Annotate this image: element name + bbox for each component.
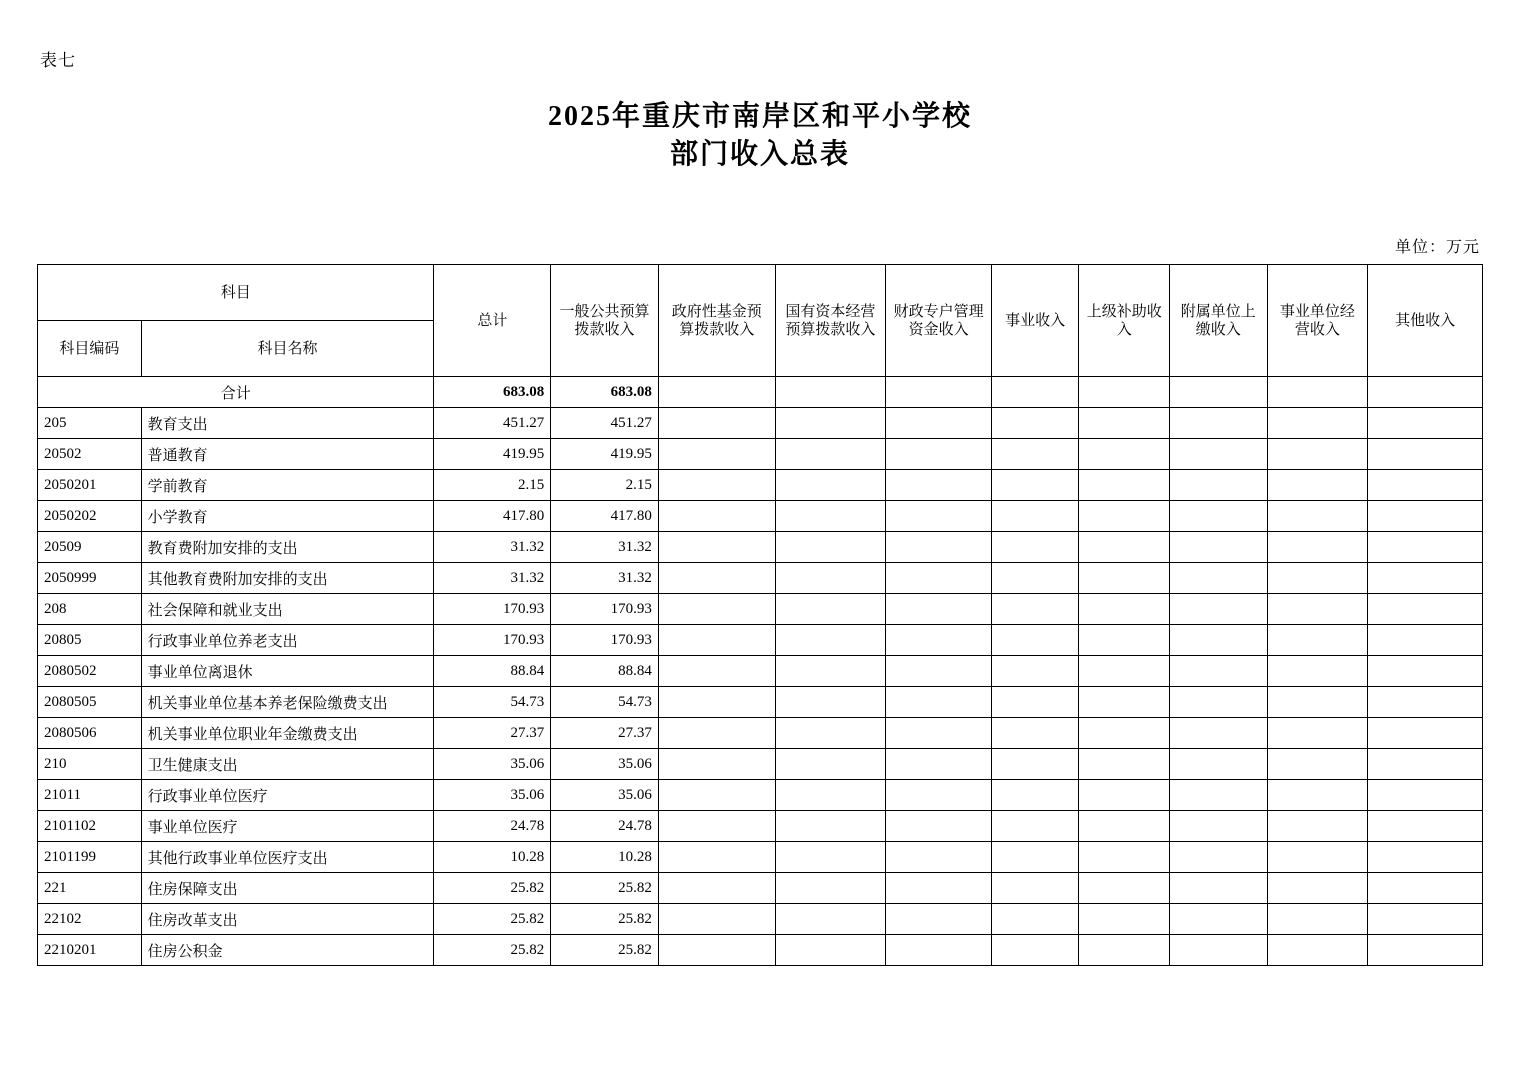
cell-gov-fund (658, 439, 775, 470)
cell-state-capital (775, 842, 886, 873)
cell-total: 417.80 (434, 501, 551, 532)
cell-subordinate-payment (1170, 594, 1268, 625)
cell-business-operating (1267, 842, 1368, 873)
cell-subordinate-payment (1170, 811, 1268, 842)
cell-business-operating (1267, 439, 1368, 470)
cell-subject-name: 事业单位医疗 (141, 811, 434, 842)
cell-gov-fund (658, 842, 775, 873)
cell-business-operating (1267, 749, 1368, 780)
table-row (38, 470, 1483, 501)
cell-subject-code: 20509 (38, 532, 142, 563)
cell-special-account (886, 811, 992, 842)
cell-general-budget: 88.84 (551, 656, 659, 687)
header-total: 总计 (434, 265, 551, 377)
table-row (38, 873, 1483, 904)
table-row (38, 811, 1483, 842)
cell-subject-code: 2050999 (38, 563, 142, 594)
cell-special-account (886, 408, 992, 439)
cell-gov-fund (658, 749, 775, 780)
header-subject-group: 科目 (38, 265, 434, 321)
cell-general-budget: 170.93 (551, 594, 659, 625)
cell-subject-name: 行政事业单位养老支出 (141, 625, 434, 656)
cell-business-income (991, 439, 1079, 470)
cell-special-account (886, 904, 992, 935)
cell-business-operating (1267, 625, 1368, 656)
cell-business-operating (1267, 935, 1368, 966)
cell-gov-fund (658, 780, 775, 811)
cell-special-account (886, 842, 992, 873)
header-state-capital: 国有资本经营预算拨款收入 (775, 265, 886, 377)
table-body (38, 377, 1483, 966)
cell-subject-code: 2050202 (38, 501, 142, 532)
cell-subject-name: 住房改革支出 (141, 904, 434, 935)
income-summary-table (37, 264, 1483, 966)
cell-superior-subsidy (1079, 501, 1170, 532)
cell-superior-subsidy (1079, 718, 1170, 749)
cell-gov-fund (658, 563, 775, 594)
table-row (38, 656, 1483, 687)
cell-subject-code: 221 (38, 873, 142, 904)
cell-state-capital (775, 935, 886, 966)
cell-general-budget: 24.78 (551, 811, 659, 842)
cell-gov-fund (658, 532, 775, 563)
cell-special-account (886, 656, 992, 687)
cell-special-account (886, 594, 992, 625)
header-business-operating: 事业单位经营收入 (1267, 265, 1368, 377)
cell-total: 170.93 (434, 625, 551, 656)
cell-subject-name: 住房保障支出 (141, 873, 434, 904)
cell-business-operating (1267, 904, 1368, 935)
cell-other-income (1368, 873, 1483, 904)
cell-subordinate-payment (1170, 532, 1268, 563)
cell-subject-name: 其他行政事业单位医疗支出 (141, 842, 434, 873)
cell-subject-code: 210 (38, 749, 142, 780)
cell-subject-code: 2101199 (38, 842, 142, 873)
cell-general-budget: 25.82 (551, 904, 659, 935)
cell-business-operating (1267, 687, 1368, 718)
cell-business-income (991, 873, 1079, 904)
cell-gov-fund (658, 904, 775, 935)
cell-total: 451.27 (434, 408, 551, 439)
cell-other-income (1368, 408, 1483, 439)
cell-superior-subsidy (1079, 470, 1170, 501)
cell-general-budget: 31.32 (551, 563, 659, 594)
cell-other-income (1368, 780, 1483, 811)
cell-superior-subsidy (1079, 935, 1170, 966)
cell-subordinate-payment (1170, 501, 1268, 532)
cell-subject-code: 21011 (38, 780, 142, 811)
cell-business-operating (1267, 811, 1368, 842)
table-row-total (38, 377, 1483, 408)
table-row (38, 687, 1483, 718)
cell-business-operating (1267, 656, 1368, 687)
cell-other-income (1368, 377, 1483, 408)
cell-gov-fund (658, 656, 775, 687)
cell-superior-subsidy (1079, 377, 1170, 408)
title-line-2: 部门收入总表 (669, 138, 850, 170)
cell-state-capital (775, 501, 886, 532)
header-superior-subsidy: 上级补助收入 (1079, 265, 1170, 377)
cell-special-account (886, 377, 992, 408)
cell-business-income (991, 811, 1079, 842)
cell-general-budget: 25.82 (551, 873, 659, 904)
cell-special-account (886, 439, 992, 470)
cell-business-operating (1267, 563, 1368, 594)
cell-business-income (991, 532, 1079, 563)
table-row (38, 408, 1483, 439)
cell-other-income (1368, 904, 1483, 935)
cell-subject-code: 22102 (38, 904, 142, 935)
cell-subordinate-payment (1170, 873, 1268, 904)
cell-gov-fund (658, 377, 775, 408)
header-other-income: 其他收入 (1368, 265, 1483, 377)
cell-total: 25.82 (434, 935, 551, 966)
cell-gov-fund (658, 873, 775, 904)
cell-total: 35.06 (434, 780, 551, 811)
cell-general-budget: 417.80 (551, 501, 659, 532)
cell-subject-name: 小学教育 (141, 501, 434, 532)
cell-business-income (991, 780, 1079, 811)
cell-special-account (886, 687, 992, 718)
cell-subject-name: 机关事业单位职业年金缴费支出 (141, 718, 434, 749)
cell-other-income (1368, 656, 1483, 687)
header-gov-fund: 政府性基金预算拨款收入 (658, 265, 775, 377)
cell-general-budget: 54.73 (551, 687, 659, 718)
cell-total: 170.93 (434, 594, 551, 625)
cell-general-budget: 25.82 (551, 935, 659, 966)
cell-general-budget: 451.27 (551, 408, 659, 439)
cell-state-capital (775, 656, 886, 687)
cell-subordinate-payment (1170, 904, 1268, 935)
cell-subject-code: 205 (38, 408, 142, 439)
cell-special-account (886, 470, 992, 501)
cell-subordinate-payment (1170, 470, 1268, 501)
table-row (38, 532, 1483, 563)
cell-gov-fund (658, 470, 775, 501)
cell-state-capital (775, 594, 886, 625)
cell-business-operating (1267, 718, 1368, 749)
cell-gov-fund (658, 935, 775, 966)
cell-total: 683.08 (434, 377, 551, 408)
cell-state-capital (775, 811, 886, 842)
cell-other-income (1368, 532, 1483, 563)
cell-other-income (1368, 594, 1483, 625)
cell-superior-subsidy (1079, 780, 1170, 811)
cell-business-income (991, 470, 1079, 501)
cell-business-income (991, 501, 1079, 532)
cell-subject-name: 社会保障和就业支出 (141, 594, 434, 625)
cell-gov-fund (658, 408, 775, 439)
cell-special-account (886, 749, 992, 780)
cell-total: 24.78 (434, 811, 551, 842)
cell-superior-subsidy (1079, 811, 1170, 842)
cell-special-account (886, 873, 992, 904)
cell-subordinate-payment (1170, 563, 1268, 594)
table-row (38, 780, 1483, 811)
table-row (38, 718, 1483, 749)
cell-subject-name: 学前教育 (141, 470, 434, 501)
cell-gov-fund (658, 687, 775, 718)
cell-subject-name: 教育费附加安排的支出 (141, 532, 434, 563)
cell-business-income (991, 904, 1079, 935)
cell-subject-code: 2050201 (38, 470, 142, 501)
table-row (38, 904, 1483, 935)
cell-subject-code: 2101102 (38, 811, 142, 842)
cell-subordinate-payment (1170, 718, 1268, 749)
cell-total-label: 合计 (38, 377, 434, 408)
cell-subject-name: 事业单位离退休 (141, 656, 434, 687)
cell-total: 25.82 (434, 904, 551, 935)
cell-general-budget: 35.06 (551, 749, 659, 780)
cell-state-capital (775, 532, 886, 563)
cell-superior-subsidy (1079, 904, 1170, 935)
cell-other-income (1368, 563, 1483, 594)
cell-total: 31.32 (434, 563, 551, 594)
cell-business-income (991, 935, 1079, 966)
cell-business-operating (1267, 408, 1368, 439)
cell-special-account (886, 532, 992, 563)
cell-business-income (991, 377, 1079, 408)
cell-state-capital (775, 904, 886, 935)
cell-subordinate-payment (1170, 439, 1268, 470)
cell-general-budget: 170.93 (551, 625, 659, 656)
cell-total: 419.95 (434, 439, 551, 470)
cell-subordinate-payment (1170, 408, 1268, 439)
cell-state-capital (775, 625, 886, 656)
cell-business-operating (1267, 532, 1368, 563)
cell-state-capital (775, 780, 886, 811)
header-subject-code: 科目编码 (38, 321, 142, 377)
cell-business-income (991, 563, 1079, 594)
cell-subject-code: 2080502 (38, 656, 142, 687)
unit-note: 单位：万元 (1394, 239, 1480, 256)
cell-subject-name: 卫生健康支出 (141, 749, 434, 780)
cell-other-income (1368, 842, 1483, 873)
table-row (38, 563, 1483, 594)
cell-superior-subsidy (1079, 625, 1170, 656)
cell-total: 10.28 (434, 842, 551, 873)
cell-subject-name: 普通教育 (141, 439, 434, 470)
cell-state-capital (775, 718, 886, 749)
cell-state-capital (775, 749, 886, 780)
cell-total: 31.32 (434, 532, 551, 563)
sheet-label: 表七 (40, 51, 76, 70)
cell-state-capital (775, 470, 886, 501)
cell-business-income (991, 625, 1079, 656)
cell-total: 35.06 (434, 749, 551, 780)
cell-special-account (886, 563, 992, 594)
cell-subject-name: 行政事业单位医疗 (141, 780, 434, 811)
cell-superior-subsidy (1079, 563, 1170, 594)
table-row (38, 594, 1483, 625)
cell-subject-name: 其他教育费附加安排的支出 (141, 563, 434, 594)
cell-superior-subsidy (1079, 873, 1170, 904)
cell-superior-subsidy (1079, 842, 1170, 873)
cell-special-account (886, 718, 992, 749)
table-row (38, 842, 1483, 873)
cell-business-income (991, 594, 1079, 625)
cell-subordinate-payment (1170, 687, 1268, 718)
cell-subject-code: 2080506 (38, 718, 142, 749)
cell-subordinate-payment (1170, 842, 1268, 873)
cell-other-income (1368, 439, 1483, 470)
cell-superior-subsidy (1079, 749, 1170, 780)
cell-subject-code: 208 (38, 594, 142, 625)
cell-general-budget: 2.15 (551, 470, 659, 501)
table-row (38, 935, 1483, 966)
cell-other-income (1368, 625, 1483, 656)
cell-special-account (886, 501, 992, 532)
cell-superior-subsidy (1079, 687, 1170, 718)
cell-subordinate-payment (1170, 377, 1268, 408)
cell-subject-code: 2080505 (38, 687, 142, 718)
cell-total: 2.15 (434, 470, 551, 501)
cell-gov-fund (658, 501, 775, 532)
cell-state-capital (775, 687, 886, 718)
table-row (38, 501, 1483, 532)
cell-state-capital (775, 563, 886, 594)
table-row (38, 625, 1483, 656)
cell-special-account (886, 780, 992, 811)
cell-gov-fund (658, 811, 775, 842)
cell-special-account (886, 935, 992, 966)
cell-total: 88.84 (434, 656, 551, 687)
cell-state-capital (775, 873, 886, 904)
cell-subordinate-payment (1170, 935, 1268, 966)
cell-business-income (991, 718, 1079, 749)
cell-other-income (1368, 501, 1483, 532)
header-subject-name: 科目名称 (141, 321, 434, 377)
cell-general-budget: 419.95 (551, 439, 659, 470)
cell-other-income (1368, 718, 1483, 749)
table-row (38, 749, 1483, 780)
cell-general-budget: 683.08 (551, 377, 659, 408)
cell-subordinate-payment (1170, 656, 1268, 687)
cell-general-budget: 27.37 (551, 718, 659, 749)
cell-superior-subsidy (1079, 532, 1170, 563)
cell-subject-name: 机关事业单位基本养老保险缴费支出 (141, 687, 434, 718)
cell-business-operating (1267, 501, 1368, 532)
cell-business-operating (1267, 377, 1368, 408)
cell-state-capital (775, 377, 886, 408)
cell-business-operating (1267, 780, 1368, 811)
title-line-1: 2025年重庆市南岸区和平小学校 (547, 101, 972, 132)
cell-other-income (1368, 811, 1483, 842)
cell-gov-fund (658, 594, 775, 625)
cell-other-income (1368, 687, 1483, 718)
cell-total: 25.82 (434, 873, 551, 904)
cell-other-income (1368, 935, 1483, 966)
cell-business-operating (1267, 873, 1368, 904)
cell-business-income (991, 687, 1079, 718)
header-business-income: 事业收入 (991, 265, 1079, 377)
cell-subordinate-payment (1170, 749, 1268, 780)
header-special-account: 财政专户管理资金收入 (886, 265, 992, 377)
cell-subject-name: 住房公积金 (141, 935, 434, 966)
cell-other-income (1368, 470, 1483, 501)
cell-special-account (886, 625, 992, 656)
cell-business-operating (1267, 594, 1368, 625)
cell-total: 27.37 (434, 718, 551, 749)
table-row (38, 439, 1483, 470)
cell-total: 54.73 (434, 687, 551, 718)
cell-business-income (991, 842, 1079, 873)
cell-general-budget: 31.32 (551, 532, 659, 563)
cell-gov-fund (658, 625, 775, 656)
cell-general-budget: 35.06 (551, 780, 659, 811)
cell-subordinate-payment (1170, 780, 1268, 811)
cell-general-budget: 10.28 (551, 842, 659, 873)
cell-subject-name: 教育支出 (141, 408, 434, 439)
cell-business-operating (1267, 470, 1368, 501)
header-general-budget: 一般公共预算拨款收入 (551, 265, 659, 377)
cell-subject-code: 20502 (38, 439, 142, 470)
cell-business-income (991, 749, 1079, 780)
cell-superior-subsidy (1079, 408, 1170, 439)
document-title (0, 98, 1520, 174)
cell-superior-subsidy (1079, 439, 1170, 470)
cell-subject-code: 20805 (38, 625, 142, 656)
cell-gov-fund (658, 718, 775, 749)
header-subordinate-payment: 附属单位上缴收入 (1170, 265, 1268, 377)
cell-business-income (991, 408, 1079, 439)
cell-state-capital (775, 439, 886, 470)
cell-other-income (1368, 749, 1483, 780)
cell-state-capital (775, 408, 886, 439)
cell-superior-subsidy (1079, 656, 1170, 687)
cell-business-income (991, 656, 1079, 687)
cell-superior-subsidy (1079, 594, 1170, 625)
cell-subject-code: 2210201 (38, 935, 142, 966)
cell-subordinate-payment (1170, 625, 1268, 656)
